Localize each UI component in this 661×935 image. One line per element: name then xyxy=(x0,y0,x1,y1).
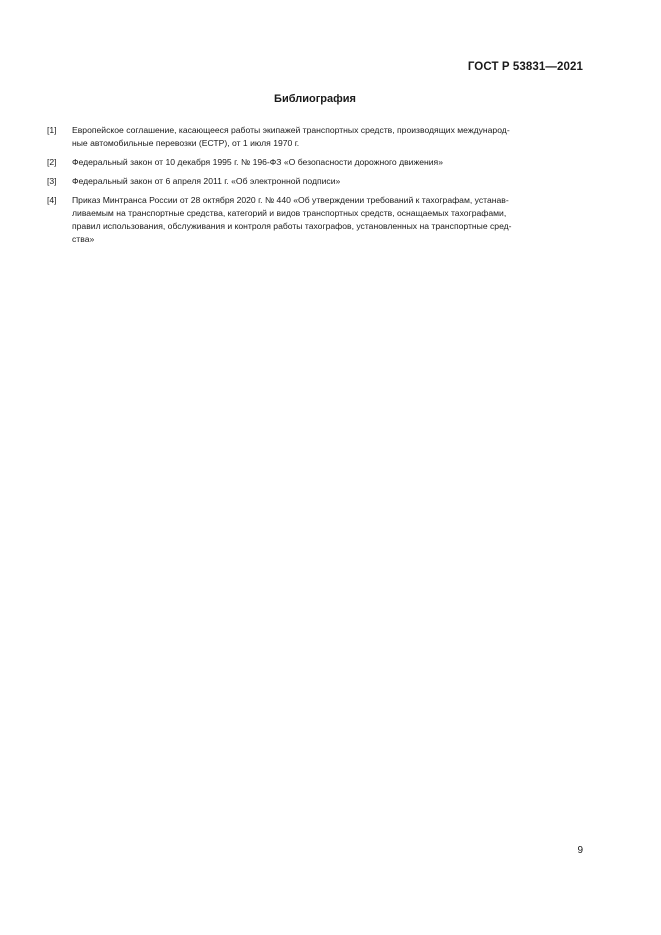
bibliography-item-line: ливаемым на транспортные средства, категорий и видов транспортных средств, оснащаемых тахографами, xyxy=(72,208,507,218)
bibliography-item-text xyxy=(72,124,587,150)
bibliography-item-text xyxy=(72,156,587,169)
bibliography-item-text xyxy=(72,175,587,188)
bibliography-item xyxy=(47,124,587,150)
bibliography-item-line: Федеральный закон от 10 декабря 1995 г. № 196-ФЗ «О безопасности дорожного движения» xyxy=(72,157,443,167)
bibliography-list xyxy=(47,124,587,252)
bibliography-item xyxy=(47,156,587,169)
bibliography-item-line: Европейское соглашение, касающееся работы экипажей транспортных средств, производящих международ- xyxy=(72,125,510,135)
page-number: 9 xyxy=(577,845,583,856)
bibliography-item-number: [2] xyxy=(47,157,57,167)
bibliography-item-line: правил использования, обслуживания и контроля работы тахографов, установленных на транспортные сред- xyxy=(72,221,512,231)
section-title: Библиография xyxy=(274,93,356,105)
bibliography-item-number: [3] xyxy=(47,176,57,186)
bibliography-item xyxy=(47,194,587,246)
bibliography-item-line: Федеральный закон от 6 апреля 2011 г. «Об электронной подписи» xyxy=(72,176,341,186)
document-code: ГОСТ Р 53831—2021 xyxy=(467,61,583,73)
bibliography-item-number: [1] xyxy=(47,125,57,135)
bibliography-item-number: [4] xyxy=(47,195,57,205)
bibliography-item-line: Приказ Минтранса России от 28 октября 2020 г. № 440 «Об утверждении требований к тахографам, устанав- xyxy=(72,195,509,205)
bibliography-item-line: ства» xyxy=(72,234,95,244)
bibliography-item-text xyxy=(72,194,587,246)
bibliography-item xyxy=(47,175,587,188)
bibliography-item-line: ные автомобильные перевозки (ЕСТР), от 1 июля 1970 г. xyxy=(72,138,300,148)
